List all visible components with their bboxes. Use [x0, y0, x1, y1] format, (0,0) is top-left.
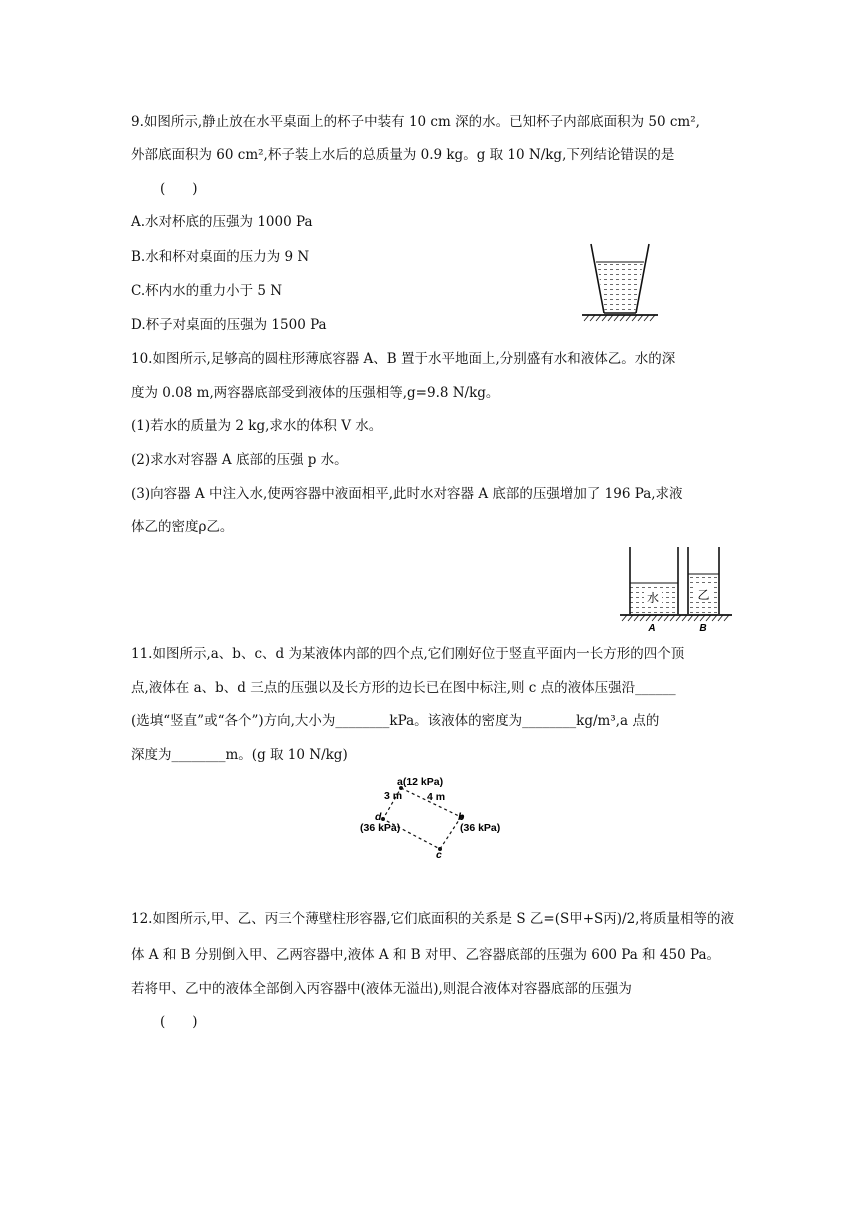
q12-line2: 体 A 和 B 分别倒入甲、乙两容器中,液体 A 和 B 对甲、乙容器底部的压强为 600 Pa 和 450 Pa。	[131, 947, 721, 963]
q11-line2: 点,液体在 a、b、d 三点的压强以及长方形的边长已在图中标注,则 c 点的液体压强沿______	[131, 680, 676, 696]
label-b: B	[699, 623, 707, 633]
q9-line2: 外部底面积为 60 cm²,杯子装上水后的总质量为 0.9 kg。g 取 10 N/kg,下列结论错误的是	[131, 147, 675, 163]
water-label: 水	[646, 591, 660, 605]
point-b-pressure: (36 kPa)	[460, 822, 501, 834]
point-a-label: a(12 kPa)	[397, 776, 444, 788]
cup-figure	[580, 242, 660, 324]
q10-sub3b: 体乙的密度ρ乙。	[131, 519, 234, 535]
q9-option-b: B.水和杯对桌面的压力为 9 N	[131, 249, 310, 265]
q12-bracket: ( )	[160, 1014, 198, 1030]
q10-line2: 度为 0.08 m,两容器底部受到液体的压强相等,g=9.8 N/kg。	[131, 385, 500, 401]
containers-figure	[618, 545, 734, 633]
q10-sub1: (1)若水的质量为 2 kg,求水的体积 V 水。	[131, 418, 383, 434]
length-4m: 4 m	[427, 791, 446, 803]
q9-option-c: C.杯内水的重力小于 5 N	[131, 283, 283, 299]
q12-line1: 12.如图所示,甲、乙、丙三个薄壁柱形容器,它们底面积的关系是 S 乙=(S甲+S丙)/2,将质量相等的液	[131, 911, 734, 927]
q11-line1: 11.如图所示,a、b、c、d 为某液体内部的四个点,它们刚好位于竖直平面内一长方形的四个顶	[131, 646, 685, 662]
q9-option-d: D.杯子对桌面的压强为 1500 Pa	[131, 317, 327, 333]
q9-option-a: A.水对杯底的压强为 1000 Pa	[131, 214, 313, 230]
q11-line4: 深度为________m。(g 取 10 N/kg)	[131, 747, 348, 763]
point-b-label: b	[458, 811, 465, 823]
points-figure	[350, 768, 510, 860]
point-d-pressure: (36 kPa)	[360, 822, 401, 834]
point-d-label: d	[375, 811, 382, 823]
cup-water	[597, 262, 643, 313]
q11-line3: (选填“竖直”或“各个”)方向,大小为________kPa。该液体的密度为________kg/m³,a 点的	[131, 713, 660, 729]
length-3m: 3 m	[384, 790, 403, 802]
liquid-yi-label: 乙	[697, 588, 710, 602]
q10-sub3a: (3)向容器 A 中注入水,使两容器中液面相平,此时水对容器 A 底部的压强增加了 196 Pa,求液	[131, 486, 683, 502]
q9-bracket: ( )	[160, 181, 198, 197]
label-a: A	[648, 623, 656, 633]
q12-line3: 若将甲、乙中的液体全部倒入丙容器中(液体无溢出),则混合液体对容器底部的压强为	[131, 981, 632, 997]
q9-line1: 9.如图所示,静止放在水平桌面上的杯子中装有 10 cm 深的水。已知杯子内部底面积为 50 cm²,	[131, 114, 700, 130]
q10-line1: 10.如图所示,足够高的圆柱形薄底容器 A、B 置于水平地面上,分别盛有水和液体乙。水的深	[131, 351, 676, 367]
point-c-label: c	[436, 849, 442, 860]
q10-sub2: (2)求水对容器 A 底部的压强 p 水。	[131, 452, 348, 468]
